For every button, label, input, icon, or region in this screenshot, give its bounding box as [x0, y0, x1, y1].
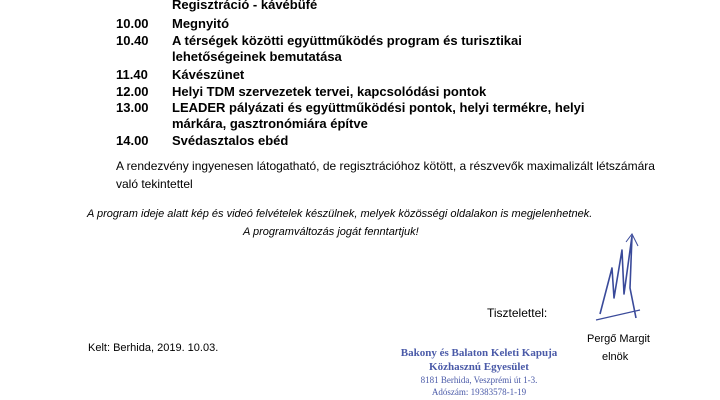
agenda-time: 14.00: [116, 133, 149, 148]
agenda-time: 10.00: [116, 16, 149, 31]
registration-note: A rendezvény ingyenesen látogatható, de regisztrációhoz kötött, a részvevők maximalizált létszámára való tekintettel: [116, 159, 655, 191]
photo-notice: A program ideje alatt kép és videó felvételek készülnek, melyek közösségi oldalakon is megjelenhetnek.: [87, 208, 593, 220]
agenda-time: 11.40: [116, 67, 148, 82]
date-place: Kelt: Berhida, 2019. 10.03.: [88, 342, 219, 354]
signer-name: Pergő Margit: [587, 333, 650, 345]
signature-image: [592, 228, 648, 324]
agenda-title: Kávészünet: [172, 67, 245, 82]
closing-regards: Tisztelettel:: [487, 306, 548, 320]
stamp-org-name: Bakony és Balaton Keleti Kapuja: [400, 347, 558, 359]
agenda-title: LEADER pályázati és együttműködési pontok, helyi termékre, helyi márkára, gasztronómiára építve: [172, 100, 585, 131]
stamp-tax-number: Adószám: 19383578-1-19: [431, 387, 527, 397]
change-notice: A programváltozás jogát fenntartjuk!: [243, 226, 419, 238]
agenda-title: Svédasztalos ebéd: [172, 133, 289, 148]
stamp-address: 8181 Berhida, Veszprémi út 1-3.: [420, 375, 538, 385]
agenda-title: A térségek közötti együttműködés program és turisztikai lehetőségeinek bemutatása: [172, 33, 522, 64]
agenda-time: 10.40: [116, 33, 149, 48]
agenda-time: 12.00: [116, 84, 149, 99]
agenda-title: Megnyitó: [172, 16, 230, 31]
agenda-title: Helyi TDM szervezetek tervei, kapcsolódási pontok: [172, 84, 487, 99]
stamp-org-type: Közhasznú Egyesület: [429, 361, 529, 373]
agenda-time: 13.00: [116, 100, 149, 115]
organization-stamp: [386, 346, 572, 398]
agenda-title: Regisztráció - kávébüfé: [172, 0, 318, 12]
signer-title: elnök: [602, 351, 629, 363]
